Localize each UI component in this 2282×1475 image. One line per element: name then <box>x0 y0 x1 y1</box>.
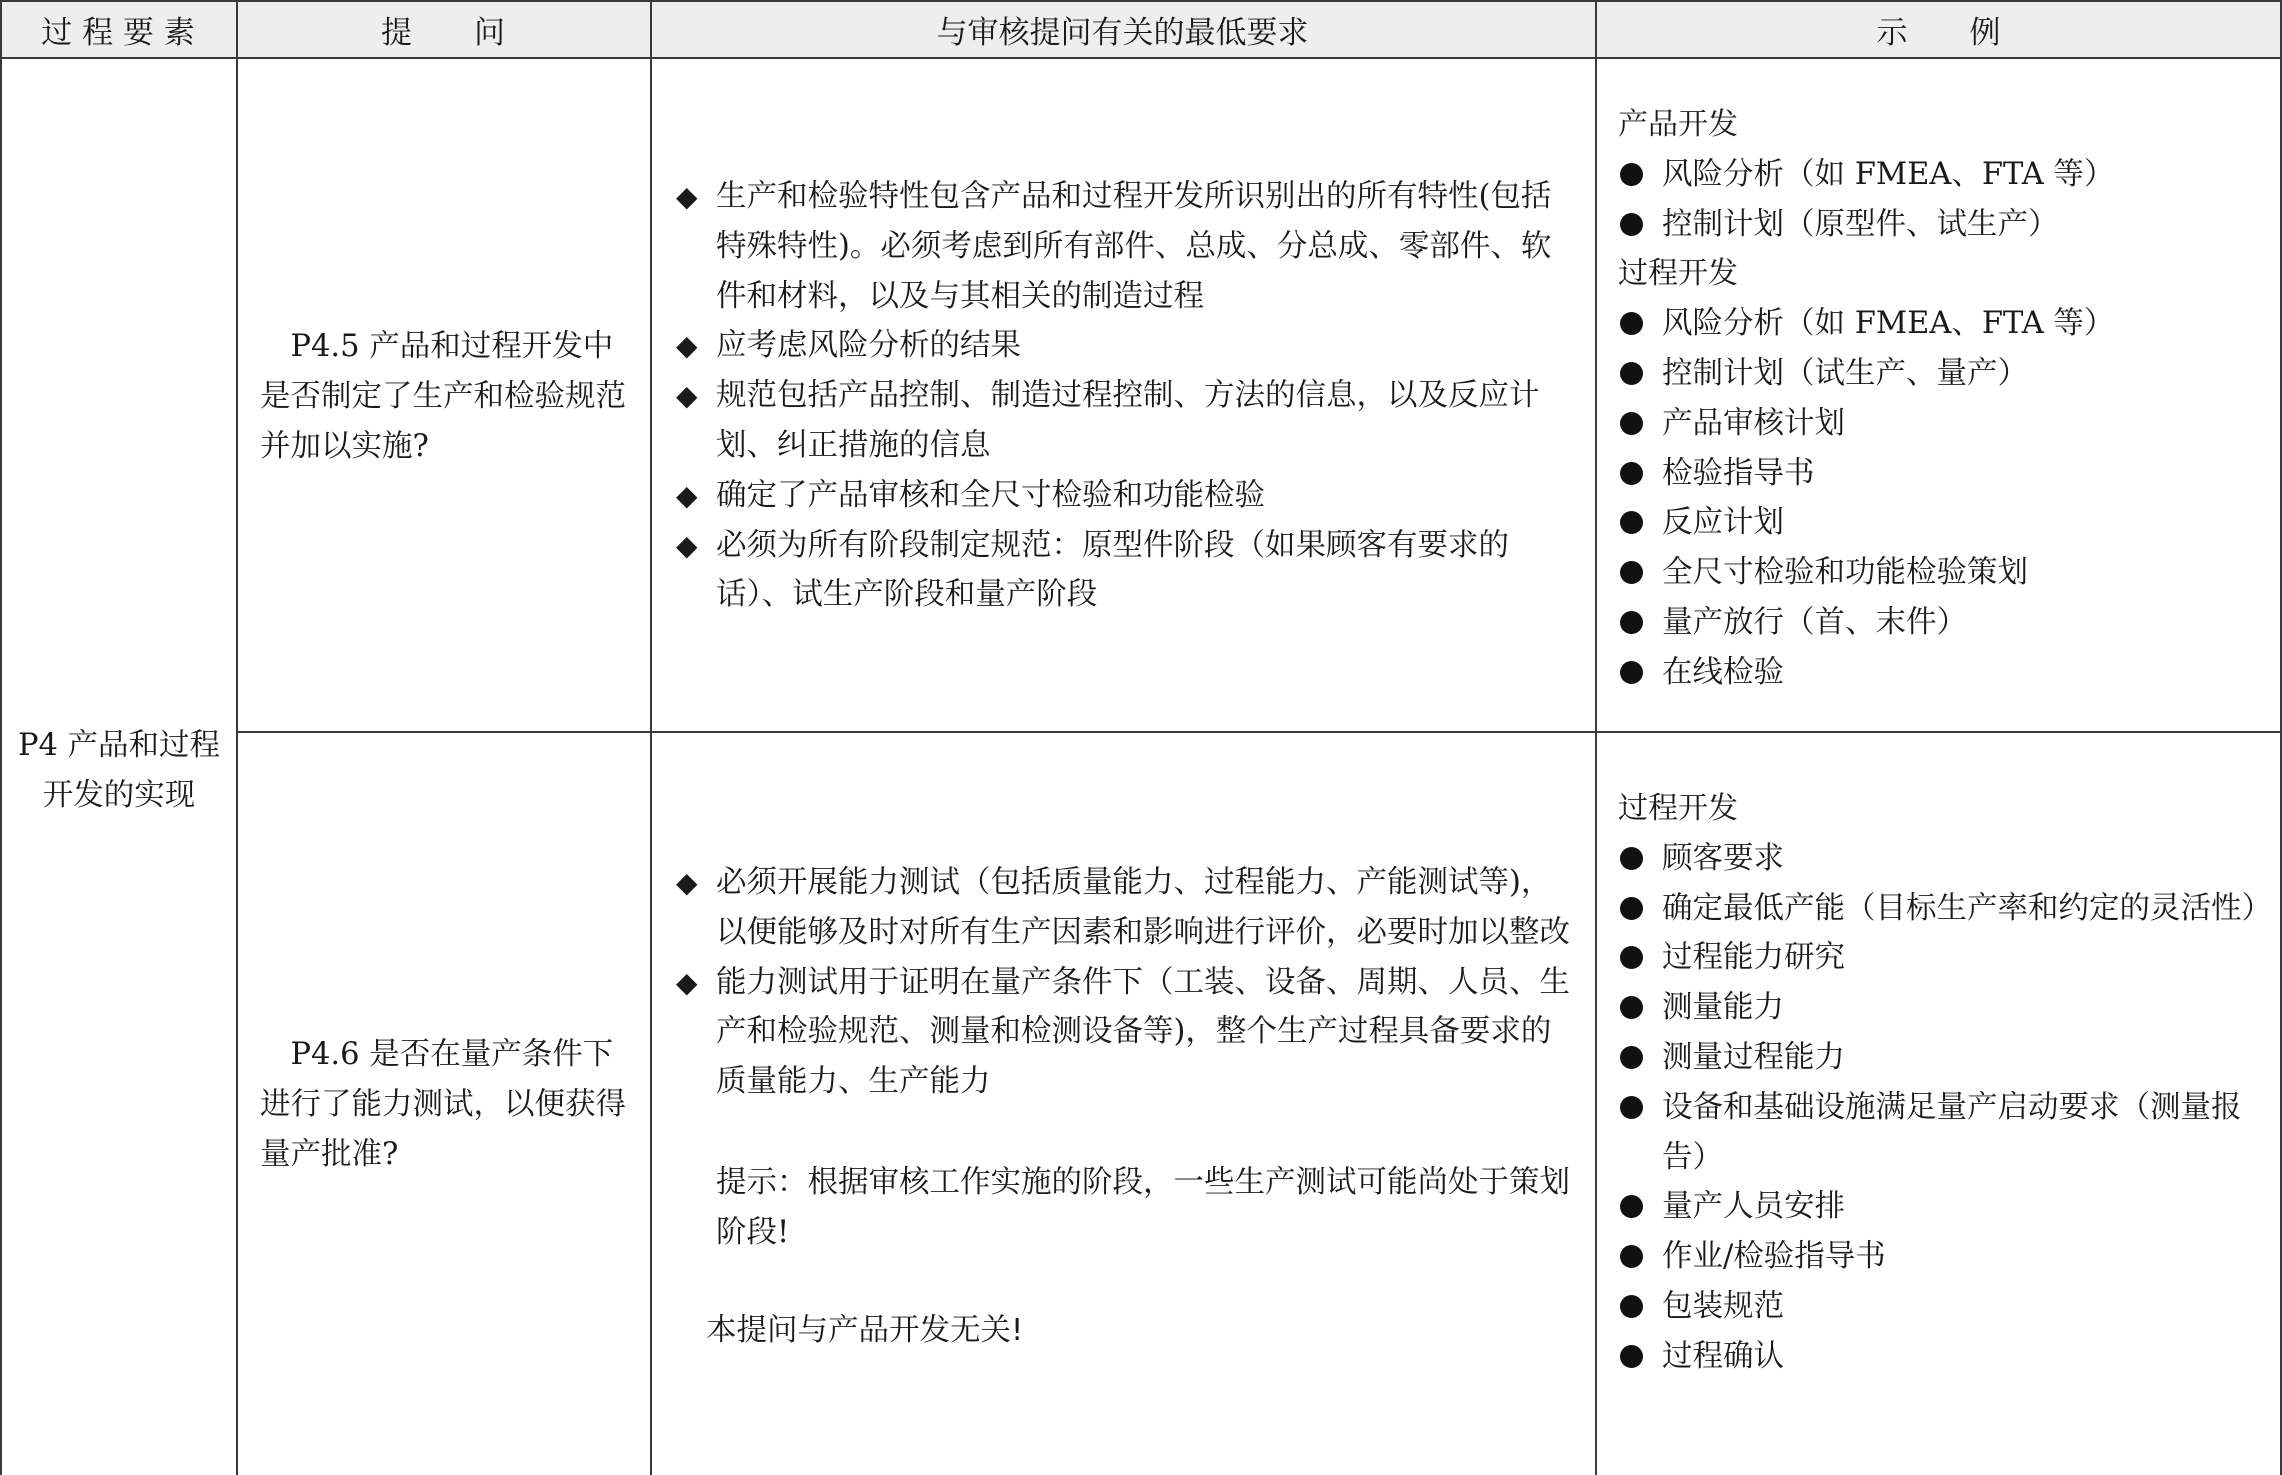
example-text: 测量过程能力 <box>1662 1039 1845 1075</box>
round-bullet-icon <box>1620 163 1643 186</box>
example-item <box>1618 498 2268 548</box>
requirements-hint: 提示：根据审核工作实施的阶段，一些生产测试可能尚处于策划阶段! <box>716 1165 1570 1250</box>
example-item <box>1618 449 2268 499</box>
requirement-text: 应考虑风险分析的结果 <box>716 328 1021 364</box>
requirement-item <box>676 471 1576 521</box>
requirements-note: 本提问与产品开发无关! <box>706 1313 1024 1348</box>
column-divider-3 <box>1595 0 1597 1475</box>
example-text: 测量能力 <box>1662 990 1784 1026</box>
diamond-bullet-icon: ◆ <box>676 379 698 413</box>
requirement-text: 必须为所有阶段制定规范：原型件阶段（如果顾客有要求的话）、试生产阶段和量产阶段 <box>716 527 1509 613</box>
example-item <box>1618 598 2268 648</box>
example-item <box>1618 648 2268 698</box>
diamond-bullet-icon: ◆ <box>676 478 698 512</box>
example-group-heading: 过程开发 <box>1618 256 1738 292</box>
question-p4-5: P4.5 产品和过程开发中是否制定了生产和检验规范并加以实施? <box>260 329 626 464</box>
requirements-list-p4-6 <box>676 858 1576 1107</box>
round-bullet-icon <box>1620 511 1643 534</box>
example-list <box>1618 834 2272 1382</box>
example-item <box>1618 548 2268 598</box>
example-item <box>1618 399 2268 449</box>
example-item <box>1618 349 2268 399</box>
round-bullet-icon <box>1620 1195 1643 1218</box>
round-bullet-icon <box>1620 462 1643 485</box>
example-text: 过程确认 <box>1662 1338 1784 1374</box>
example-item <box>1618 884 2272 934</box>
diamond-bullet-icon: ◆ <box>676 180 698 213</box>
example-text: 包装规范 <box>1662 1288 1784 1324</box>
example-item <box>1618 834 2268 884</box>
example-item <box>1618 933 2268 983</box>
example-text: 风险分析（如 FMEA、FTA 等） <box>1662 306 2115 342</box>
example-text: 在线检验 <box>1662 654 1784 690</box>
round-bullet-icon <box>1620 897 1643 920</box>
requirements-list-p4-5 <box>676 172 1576 620</box>
example-item <box>1618 1332 2268 1382</box>
example-item <box>1618 1033 2268 1083</box>
requirement-item <box>676 371 1576 471</box>
example-text: 量产放行（首、末件） <box>1662 604 1967 640</box>
round-bullet-icon <box>1620 1345 1643 1368</box>
example-text: 控制计划（试生产、量产） <box>1662 355 2028 391</box>
diamond-bullet-icon: ◆ <box>676 965 698 999</box>
example-list <box>1618 299 2268 697</box>
example-list <box>1618 150 2268 250</box>
row-divider <box>236 731 2282 733</box>
example-text: 反应计划 <box>1662 505 1784 541</box>
example-group-heading: 过程开发 <box>1618 791 1738 826</box>
requirement-text: 生产和检验特性包含产品和过程开发所识别出的所有特性(包括特殊特性)。必须考虑到所有部件、总成、分总成、零部件、软件和材料，以及与其相关的制造过程 <box>716 179 1552 314</box>
round-bullet-icon <box>1620 996 1643 1019</box>
round-bullet-icon <box>1620 1096 1643 1119</box>
example-text: 检验指导书 <box>1662 455 1815 491</box>
column-divider-2 <box>650 0 652 1475</box>
requirement-item <box>676 521 1576 621</box>
example-item <box>1618 983 2268 1033</box>
requirement-item <box>676 858 1576 958</box>
example-text: 控制计划（原型件、试生产） <box>1662 206 2059 242</box>
example-item <box>1618 150 2268 200</box>
round-bullet-icon <box>1620 611 1643 634</box>
round-bullet-icon <box>1620 1245 1643 1268</box>
process-element-cell: P4 产品和过程开发的实现 <box>17 728 221 813</box>
example-group-heading: 产品开发 <box>1618 107 1738 142</box>
examples-p4-6 <box>1618 784 2272 1382</box>
round-bullet-icon <box>1620 561 1643 584</box>
requirement-item <box>676 958 1576 1107</box>
round-bullet-icon <box>1620 362 1643 385</box>
example-item <box>1618 1232 2268 1282</box>
example-item <box>1618 1282 2268 1332</box>
diamond-bullet-icon: ◆ <box>676 528 698 562</box>
examples-p4-5 <box>1618 100 2268 698</box>
example-text: 过程能力研究 <box>1662 940 1845 976</box>
example-text: 产品审核计划 <box>1662 405 1845 441</box>
question-p4-6: P4.6 是否在量产条件下进行了能力测试，以便获得量产批准? <box>260 1037 626 1172</box>
column-divider-1 <box>236 0 238 1475</box>
requirement-text: 规范包括产品控制、制造过程控制、方法的信息，以及反应计划、纠正措施的信息 <box>716 378 1540 463</box>
diamond-bullet-icon: ◆ <box>676 329 698 363</box>
example-text: 作业/检验指导书 <box>1662 1239 1886 1275</box>
round-bullet-icon <box>1620 1046 1643 1069</box>
header-examples: 示 例 <box>1876 14 2001 51</box>
round-bullet-icon <box>1620 312 1643 335</box>
example-item <box>1618 200 2268 250</box>
example-item <box>1618 1083 2268 1183</box>
round-bullet-icon <box>1620 946 1643 969</box>
requirement-item <box>676 172 1576 321</box>
round-bullet-icon <box>1620 412 1643 435</box>
header-process-element: 过 程 要 素 <box>41 14 195 51</box>
example-text: 确定最低产能（目标生产率和约定的灵活性） <box>1662 890 2272 926</box>
diamond-bullet-icon: ◆ <box>676 866 698 899</box>
header-minimum-requirements: 与审核提问有关的最低要求 <box>936 14 1309 51</box>
requirement-text: 必须开展能力测试（包括质量能力、过程能力、产能测试等)，以便能够及时对所有生产因素和影响进行评价，必要时加以整改 <box>716 865 1570 950</box>
requirement-text: 能力测试用于证明在量产条件下（工装、设备、周期、人员、生产和检验规范、测量和检测设备等)，整个生产过程具备要求的质量能力、生产能力 <box>716 964 1570 1100</box>
round-bullet-icon <box>1620 213 1643 236</box>
example-text: 全尺寸检验和功能检验策划 <box>1662 555 2028 591</box>
requirement-item <box>676 321 1576 371</box>
example-text: 顾客要求 <box>1662 840 1784 876</box>
example-text: 量产人员安排 <box>1662 1189 1845 1225</box>
requirement-text: 确定了产品审核和全尺寸检验和功能检验 <box>716 477 1265 513</box>
example-item <box>1618 1182 2268 1232</box>
table-left-border <box>0 0 2 1475</box>
example-text: 设备和基础设施满足量产启动要求（测量报告） <box>1662 1089 2242 1175</box>
round-bullet-icon <box>1620 847 1643 870</box>
example-text: 风险分析（如 FMEA、FTA 等） <box>1662 156 2115 192</box>
round-bullet-icon <box>1620 661 1643 684</box>
header-question: 提 问 <box>381 14 505 51</box>
round-bullet-icon <box>1620 1295 1643 1318</box>
example-item <box>1618 299 2268 349</box>
